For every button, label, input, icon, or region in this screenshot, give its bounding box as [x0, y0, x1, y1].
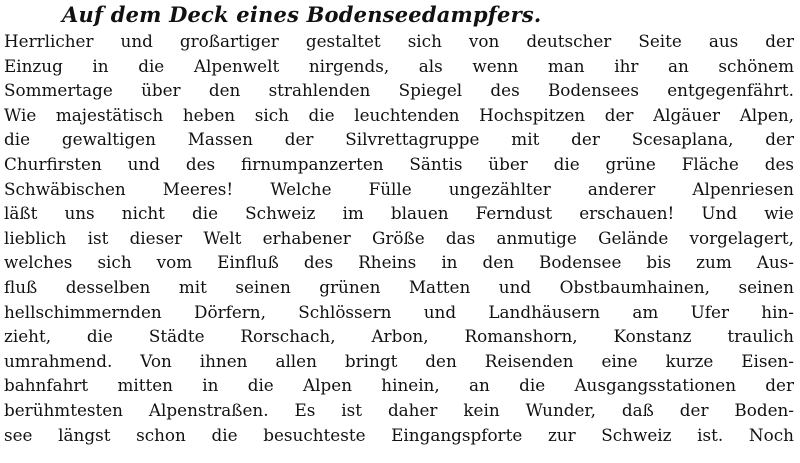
word: Ausgangsstationen [574, 375, 737, 396]
word: Landhäusern [488, 301, 601, 322]
word: und [120, 31, 153, 51]
word: Und [701, 203, 738, 224]
word: lieblich [4, 227, 67, 248]
word: über [141, 80, 181, 101]
word: Ferndust [475, 203, 553, 224]
word: Von [140, 350, 172, 371]
word: Es [294, 399, 316, 420]
text-line [4, 300, 794, 325]
word: Schlössern [298, 301, 392, 322]
word: grünen [319, 276, 381, 297]
word: in [202, 375, 219, 396]
word: Aus- [756, 252, 794, 273]
word: Eingangspforte [391, 424, 523, 445]
word: blauen [390, 203, 449, 224]
word: der [604, 104, 634, 125]
word: Alpen [303, 375, 352, 396]
word: fluß [4, 276, 38, 297]
word: Noch [748, 424, 794, 445]
text-line [4, 250, 794, 275]
word: Seite [638, 31, 682, 51]
word: der [765, 375, 794, 396]
word: Boden- [734, 399, 794, 420]
word: Städte [148, 326, 205, 347]
word: Bodensees [547, 80, 639, 101]
word: schon [136, 424, 186, 445]
text-line [4, 103, 794, 128]
word: Spiegel [398, 80, 463, 101]
word: den [425, 350, 457, 371]
word: die [4, 129, 31, 150]
word: sich [97, 252, 132, 273]
word: dieser [129, 227, 183, 248]
word: Konstanz [613, 326, 692, 347]
word: hin- [761, 301, 794, 322]
word: Alpenriesen [692, 178, 794, 199]
word: seinen [738, 276, 794, 297]
word: Einfluß [217, 252, 279, 273]
word: ihnen [199, 350, 248, 371]
word: eine [601, 350, 638, 371]
word: Säntis [409, 153, 463, 174]
word: der [571, 129, 600, 150]
word: das [445, 227, 476, 248]
word: die [553, 153, 580, 174]
word: und [423, 301, 457, 322]
word: die [138, 55, 165, 76]
word: desselben [65, 276, 151, 297]
word: daß [621, 399, 654, 420]
word: seinen [235, 276, 291, 297]
word: ihr [614, 55, 639, 76]
word: die [247, 375, 274, 396]
word: am [632, 301, 659, 322]
word: sich [407, 31, 442, 51]
word: Wie [4, 104, 37, 125]
word: grüne [605, 153, 656, 174]
text-line [4, 152, 794, 177]
word: Wunder, [525, 399, 596, 420]
word: Rheins [358, 252, 417, 273]
word: die [86, 326, 113, 347]
word: ungezählter [448, 178, 551, 199]
word: kein [463, 399, 500, 420]
word: Schweiz [601, 424, 672, 445]
text-line [4, 324, 794, 349]
word: Alpenstraßen. [148, 399, 269, 420]
word: und [127, 153, 160, 174]
word: Eisen- [741, 350, 794, 371]
text-line [4, 78, 794, 103]
word: Reisenden [484, 350, 574, 371]
word: bahnfahrt [4, 375, 89, 396]
word: großartiger [179, 31, 279, 51]
word: gewaltigen [61, 129, 156, 150]
word: mit [178, 276, 207, 297]
text-line [4, 226, 794, 251]
word: Bodensee [539, 252, 622, 273]
word: Meeres! [162, 178, 234, 199]
word: in [441, 252, 458, 273]
word: hinein, [381, 375, 440, 396]
word: anderer [587, 178, 656, 199]
word: die [192, 203, 219, 224]
text-line [4, 29, 794, 54]
word: welches [4, 252, 73, 273]
word: umrahmend. [4, 350, 113, 371]
word: deutscher [526, 31, 612, 51]
word: wenn [472, 55, 519, 76]
word: den [482, 252, 514, 273]
word: strahlenden [268, 80, 371, 101]
word: der [284, 129, 314, 150]
word: nirgends, [308, 55, 390, 76]
word: Alpen, [739, 104, 794, 125]
word: an [668, 55, 689, 76]
word: Obstbaumhainen, [559, 276, 710, 297]
text-line [4, 54, 794, 79]
word: Sommertage [4, 80, 113, 101]
word: Ufer [690, 301, 729, 322]
text-line [4, 177, 794, 202]
word: Alpenwelt [193, 55, 280, 76]
word: Welche [270, 178, 332, 199]
word: Churfirsten [4, 153, 102, 174]
word: allen [275, 350, 317, 371]
word: des [185, 153, 216, 174]
word: im [342, 203, 364, 224]
word: uns [64, 203, 95, 224]
word: Fülle [368, 178, 412, 199]
word: an [469, 375, 490, 396]
word: der [765, 31, 794, 51]
word: Silvrettagruppe [345, 129, 480, 150]
word: Rorschach, [240, 326, 336, 347]
word: schönem [718, 55, 794, 76]
word: vorgelagert, [689, 227, 794, 248]
word: anmutige [496, 227, 577, 248]
text-line [4, 127, 794, 152]
article-title: Auf dem Deck eines Bodenseedampfers. [62, 2, 542, 27]
word: mit [511, 129, 540, 150]
word: des [490, 80, 520, 101]
word: über [488, 153, 528, 174]
word: Algäuer [653, 104, 721, 125]
word: erhabener [262, 227, 351, 248]
word: zieht, [4, 326, 52, 347]
word: und [498, 276, 532, 297]
word: see [4, 424, 33, 445]
word: bringt [344, 350, 398, 371]
word: nicht [121, 203, 165, 224]
word: gestaltet [305, 31, 381, 51]
word: hellschimmernden [4, 301, 162, 322]
word: des [764, 153, 794, 174]
word: ist. [697, 424, 724, 445]
word: Fläche [681, 153, 739, 174]
word: bis [646, 252, 672, 273]
word: die [211, 424, 238, 445]
word: Größe [372, 227, 425, 248]
word: Matten [408, 276, 471, 297]
word: Schwäbischen [4, 178, 126, 199]
word: Hochspitzen [479, 104, 586, 125]
word: zum [696, 252, 732, 273]
word: erschauen! [579, 203, 675, 224]
word: Welt [203, 227, 242, 248]
word: der [765, 129, 794, 150]
text-line [4, 423, 794, 448]
word: Schweiz [245, 203, 316, 224]
word: leuchtenden [354, 104, 460, 125]
word: Arbon, [371, 326, 429, 347]
word: traulich [727, 326, 794, 347]
word: mitten [117, 375, 173, 396]
word: kurze [665, 350, 714, 371]
word: in [92, 55, 109, 76]
word: wie [764, 203, 794, 224]
word: den [208, 80, 241, 101]
word: Massen [187, 129, 253, 150]
word: aus [708, 31, 739, 51]
word: daher [387, 399, 438, 420]
word: Einzug [4, 55, 63, 76]
word: ist [341, 399, 363, 420]
word: Romanshorn, [464, 326, 578, 347]
word: vom [156, 252, 193, 273]
word: besuchteste [263, 424, 366, 445]
word: heben [182, 104, 236, 125]
word: von [468, 31, 500, 51]
text-line [4, 201, 794, 226]
word: ist [87, 227, 109, 248]
word: zur [547, 424, 576, 445]
word: Dörfern, [194, 301, 266, 322]
word: der [679, 399, 709, 420]
text-line [4, 398, 794, 423]
word: Herrlicher [4, 31, 94, 51]
word: Gelände [598, 227, 669, 248]
word: die [308, 104, 335, 125]
word: majestätisch [55, 104, 164, 125]
word: längst [58, 424, 111, 445]
article-body [4, 29, 794, 447]
word: als [418, 55, 443, 76]
word: Scesaplana, [631, 129, 734, 150]
word: man [547, 55, 585, 76]
word: des [303, 252, 334, 273]
word: läßt [4, 203, 38, 224]
text-line [4, 275, 794, 300]
text-line [4, 349, 794, 374]
text-line [4, 373, 794, 398]
word: entgegenfährt. [667, 80, 794, 101]
word: die [519, 375, 546, 396]
word: sich [254, 104, 289, 125]
word: berühmtesten [4, 399, 123, 420]
word: firnumpanzerten [240, 153, 384, 174]
